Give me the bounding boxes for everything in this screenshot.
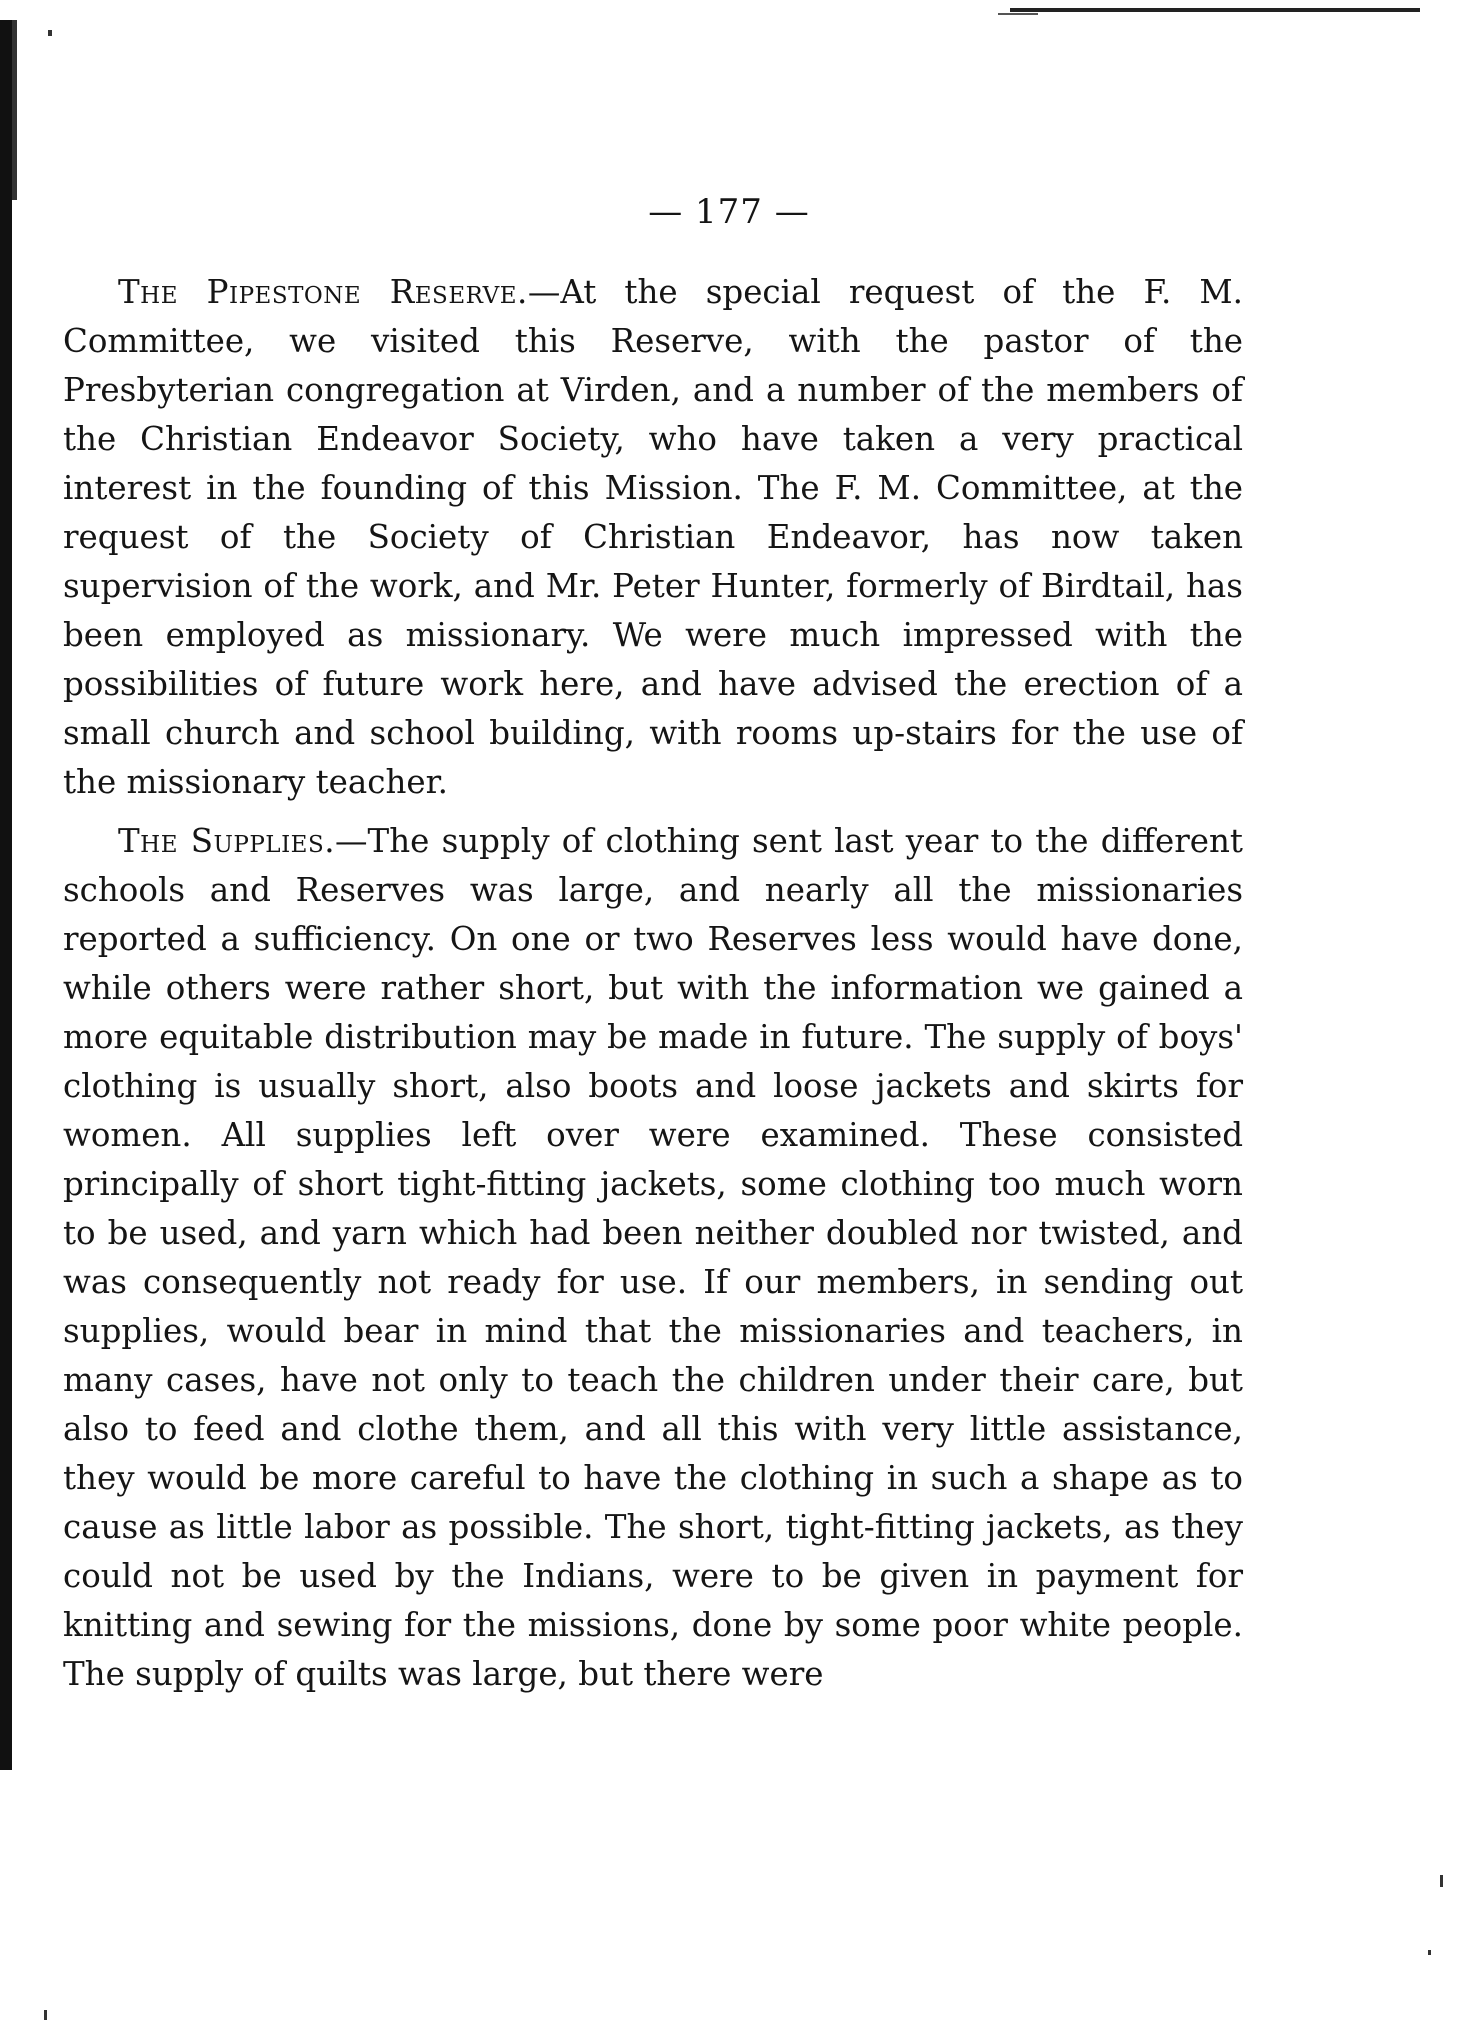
section-heading: The Pipestone Reserve. [118, 273, 528, 311]
scan-speck [48, 30, 52, 36]
paragraph-text: —At the special request of the F. M. Committee, we visited this Reserve, with the pastor of the Presbyterian congregation at Virden, and a number of the members of the Christian Endeavor Society, who have taken a very practical interest in the founding of this Mission. The F. M. Committee, at the request of the Society of Christian Endeavor, has now taken supervision of the work, and Mr. Peter Hunter, formerly of Birdtail, has been employed as missionary. We were much impressed with the possibilities of future work here, and have advised the erection of a small church and school building, with rooms up-stairs for the use of the missionary teacher. [63, 273, 1243, 801]
scan-speck [44, 2010, 47, 2020]
page-body [63, 268, 1243, 1709]
scan-speck [1428, 1950, 1431, 1955]
scan-speck [1440, 1875, 1443, 1887]
scan-top-dash [998, 13, 1038, 15]
page-number: — 177 — [648, 192, 810, 232]
paragraph-supplies [63, 817, 1243, 1699]
paragraph-pipestone-reserve [63, 268, 1243, 807]
scan-edge-shadow [0, 20, 12, 1770]
section-heading: The Supplies. [118, 822, 336, 860]
scan-top-rule [1010, 8, 1420, 12]
paragraph-text: —The supply of clothing sent last year to the different schools and Reserves was large, and nearly all the missionaries reported a sufficiency. On one or two Reserves less would have done, while others were rather short, but with the information we gained a more equitable distribution may be made in future. The supply of boys' clothing is usually short, also boots and loose jackets and skirts for women. All supplies left over were examined. These consisted principally of short tight-fitting jackets, some clothing too much worn to be used, and yarn which had been neither doubled nor twisted, and was consequently not ready for use. If our members, in sending out supplies, would bear in mind that the missionaries and teachers, in many cases, have not only to teach the children under their care, but also to feed and clothe them, and all this with very little assistance, they would be more careful to have the clothing in such a shape as to cause as little labor as possible. The short, tight-fitting jackets, as they could not be used by the Indians, were to be given in payment for knitting and sewing for the missions, done by some poor white people. The supply of quilts was large, but there were [63, 822, 1243, 1693]
